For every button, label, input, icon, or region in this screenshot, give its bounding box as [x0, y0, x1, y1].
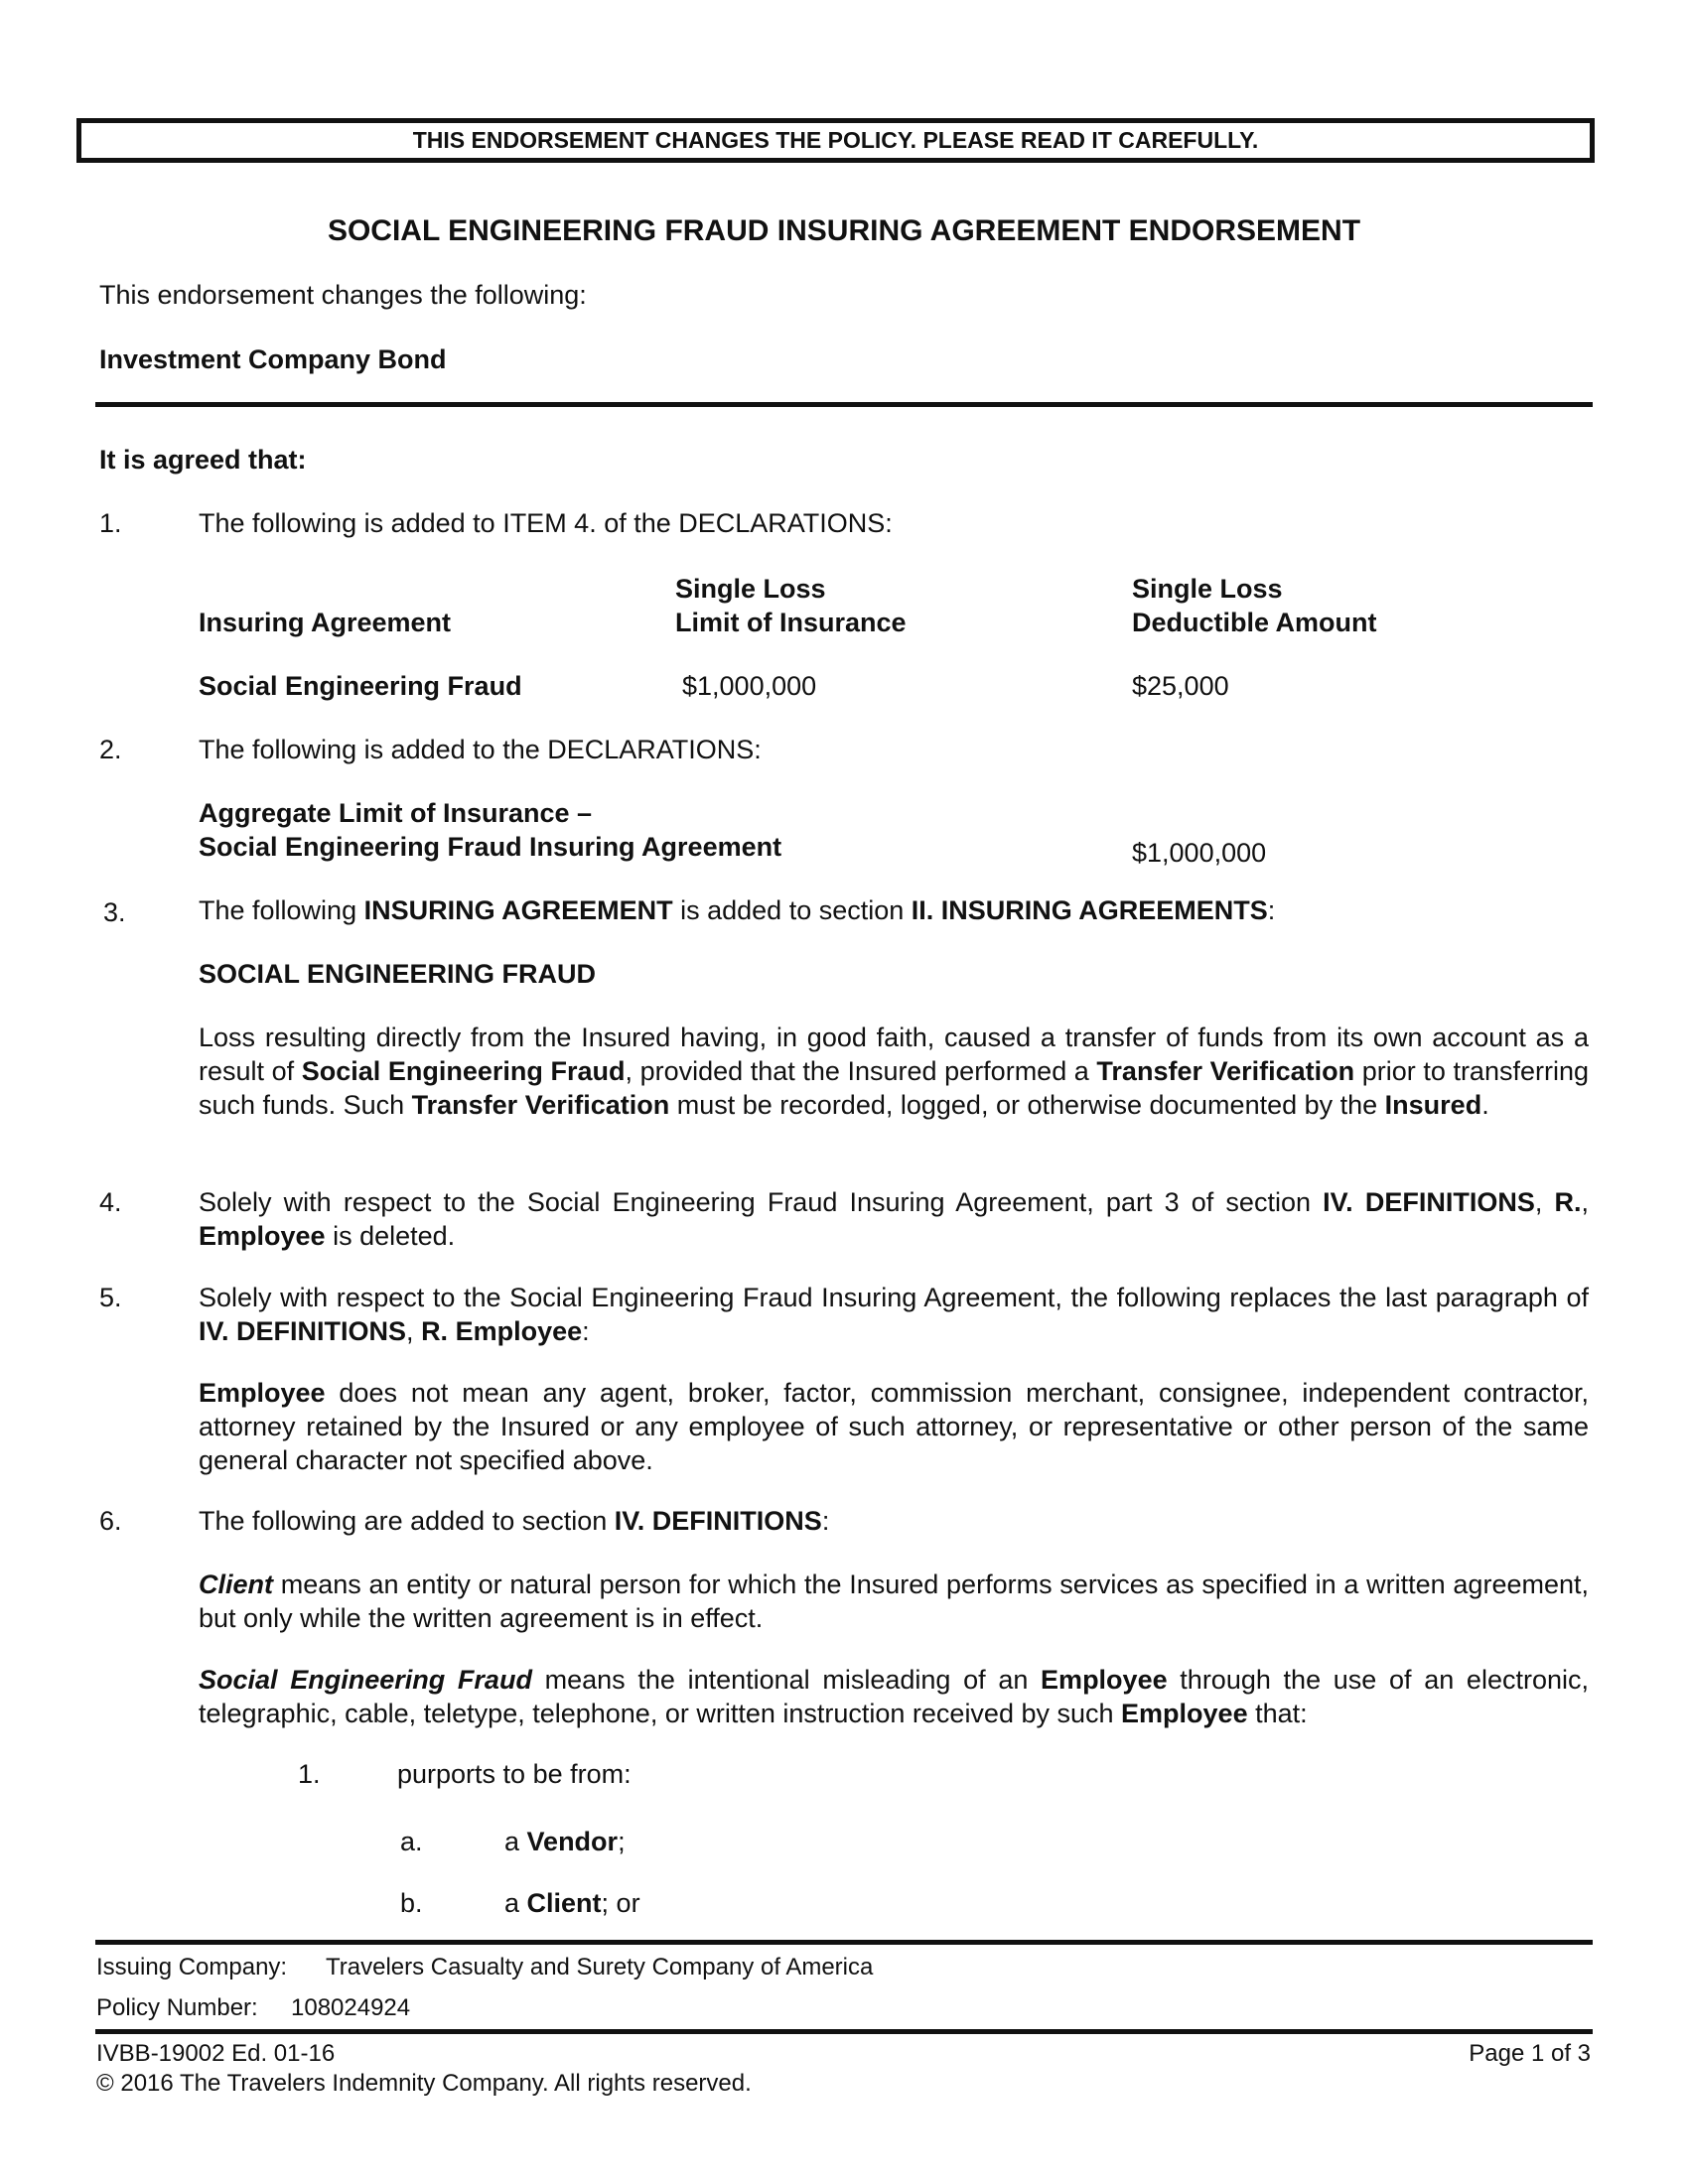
item-6-number: 6. [99, 1506, 122, 1536]
agreed-heading: It is agreed that: [99, 445, 307, 475]
item-6-text: The following are added to section IV. DEFINITIONS: [199, 1506, 830, 1536]
footer-divider-bottom [95, 2029, 1593, 2034]
table-cell-limit: $1,000,000 [682, 671, 817, 701]
sub-item-b-text: a Client; or [504, 1888, 640, 1918]
footer-divider-top [95, 1940, 1593, 1945]
sub-item-1-number: 1. [298, 1759, 321, 1789]
employee-definition: Employee does not mean any agent, broker, factor, commission merchant, consignee, independent contractor, attorney retained by the Insured or any employee of such attorney, or representative or other person of the same general character not specified above. [199, 1378, 1589, 1475]
table-header-deductible-line2: Deductible Amount [1132, 608, 1377, 637]
issuing-company-label: Issuing Company: [96, 1954, 288, 1980]
page-number: Page 1 of 3 [1469, 2040, 1591, 2067]
aggregate-label-line1: Aggregate Limit of Insurance – [199, 798, 593, 828]
issuing-company-value: Travelers Casualty and Surety Company of America [326, 1954, 874, 1980]
aggregate-label [199, 796, 781, 864]
intro-text: This endorsement changes the following: [99, 280, 587, 310]
item-4-number: 4. [99, 1187, 122, 1217]
sef-heading: SOCIAL ENGINEERING FRAUD [199, 959, 597, 989]
item-3-text: The following INSURING AGREEMENT is added to section II. INSURING AGREEMENTS: [199, 895, 1276, 925]
sub-item-b-letter: b. [400, 1888, 423, 1918]
coverage-name: Investment Company Bond [99, 344, 447, 374]
table-header-limit [675, 572, 907, 639]
item-2-text: The following is added to the DECLARATIONS: [199, 735, 762, 764]
aggregate-amount: $1,000,000 [1132, 838, 1267, 868]
table-header-limit-line1: Single Loss [675, 574, 826, 604]
item-1-number: 1. [99, 508, 122, 538]
item-3-number: 3. [103, 897, 126, 927]
form-id: IVBB-19002 Ed. 01-16 [96, 2040, 336, 2067]
table-cell-deductible: $25,000 [1132, 671, 1229, 701]
item-5-number: 5. [99, 1283, 122, 1312]
policy-number-value: 108024924 [291, 1994, 411, 2021]
aggregate-label-line2: Social Engineering Fraud Insuring Agreement [199, 832, 782, 862]
table-header-limit-line2: Limit of Insurance [675, 608, 907, 637]
sub-item-a-letter: a. [400, 1827, 423, 1856]
table-header-deductible-line1: Single Loss [1132, 574, 1283, 604]
policy-number-label: Policy Number: [96, 1994, 258, 2021]
header-divider [95, 402, 1593, 407]
table-cell-agreement: Social Engineering Fraud [199, 671, 522, 701]
item-4-text: Solely with respect to the Social Engineering Fraud Insuring Agreement, part 3 of section IV. DEFINITIONS, R., Employee is deleted. [199, 1187, 1589, 1251]
copyright: © 2016 The Travelers Indemnity Company. All rights reserved. [96, 2070, 752, 2097]
item-5-text: Solely with respect to the Social Engineering Fraud Insuring Agreement, the following replaces the last paragraph of IV. DEFINITIONS, R. Employee: [199, 1283, 1589, 1346]
item-2-number: 2. [99, 735, 122, 764]
table-header-deductible [1132, 572, 1377, 639]
endorsement-banner: THIS ENDORSEMENT CHANGES THE POLICY. PLEASE READ IT CAREFULLY. [76, 118, 1595, 163]
table-header-agreement: Insuring Agreement [199, 608, 452, 637]
page-title: SOCIAL ENGINEERING FRAUD INSURING AGREEMENT ENDORSEMENT [327, 214, 1361, 247]
sub-item-1-text: purports to be from: [397, 1759, 632, 1789]
sub-item-a-text: a Vendor; [504, 1827, 626, 1856]
sef-paragraph: Loss resulting directly from the Insured having, in good faith, caused a transfer of funds from its own account as a result of Social Engineering Fraud, provided that the Insured performed a Transfer Verification prior to transferring such funds. Such Transfer Verification must be recorded, logged, or otherwise documented by the Insured. [199, 1023, 1589, 1120]
sef-definition: Social Engineering Fraud means the intentional misleading of an Employee through the use of an electronic, telegraphic, cable, teletype, telephone, or written instruction received by such Employee that: [199, 1665, 1589, 1728]
item-1-text: The following is added to ITEM 4. of the DECLARATIONS: [199, 508, 893, 538]
client-definition: Client means an entity or natural person for which the Insured performs services as specified in a written agreement, but only while the written agreement is in effect. [199, 1570, 1589, 1633]
